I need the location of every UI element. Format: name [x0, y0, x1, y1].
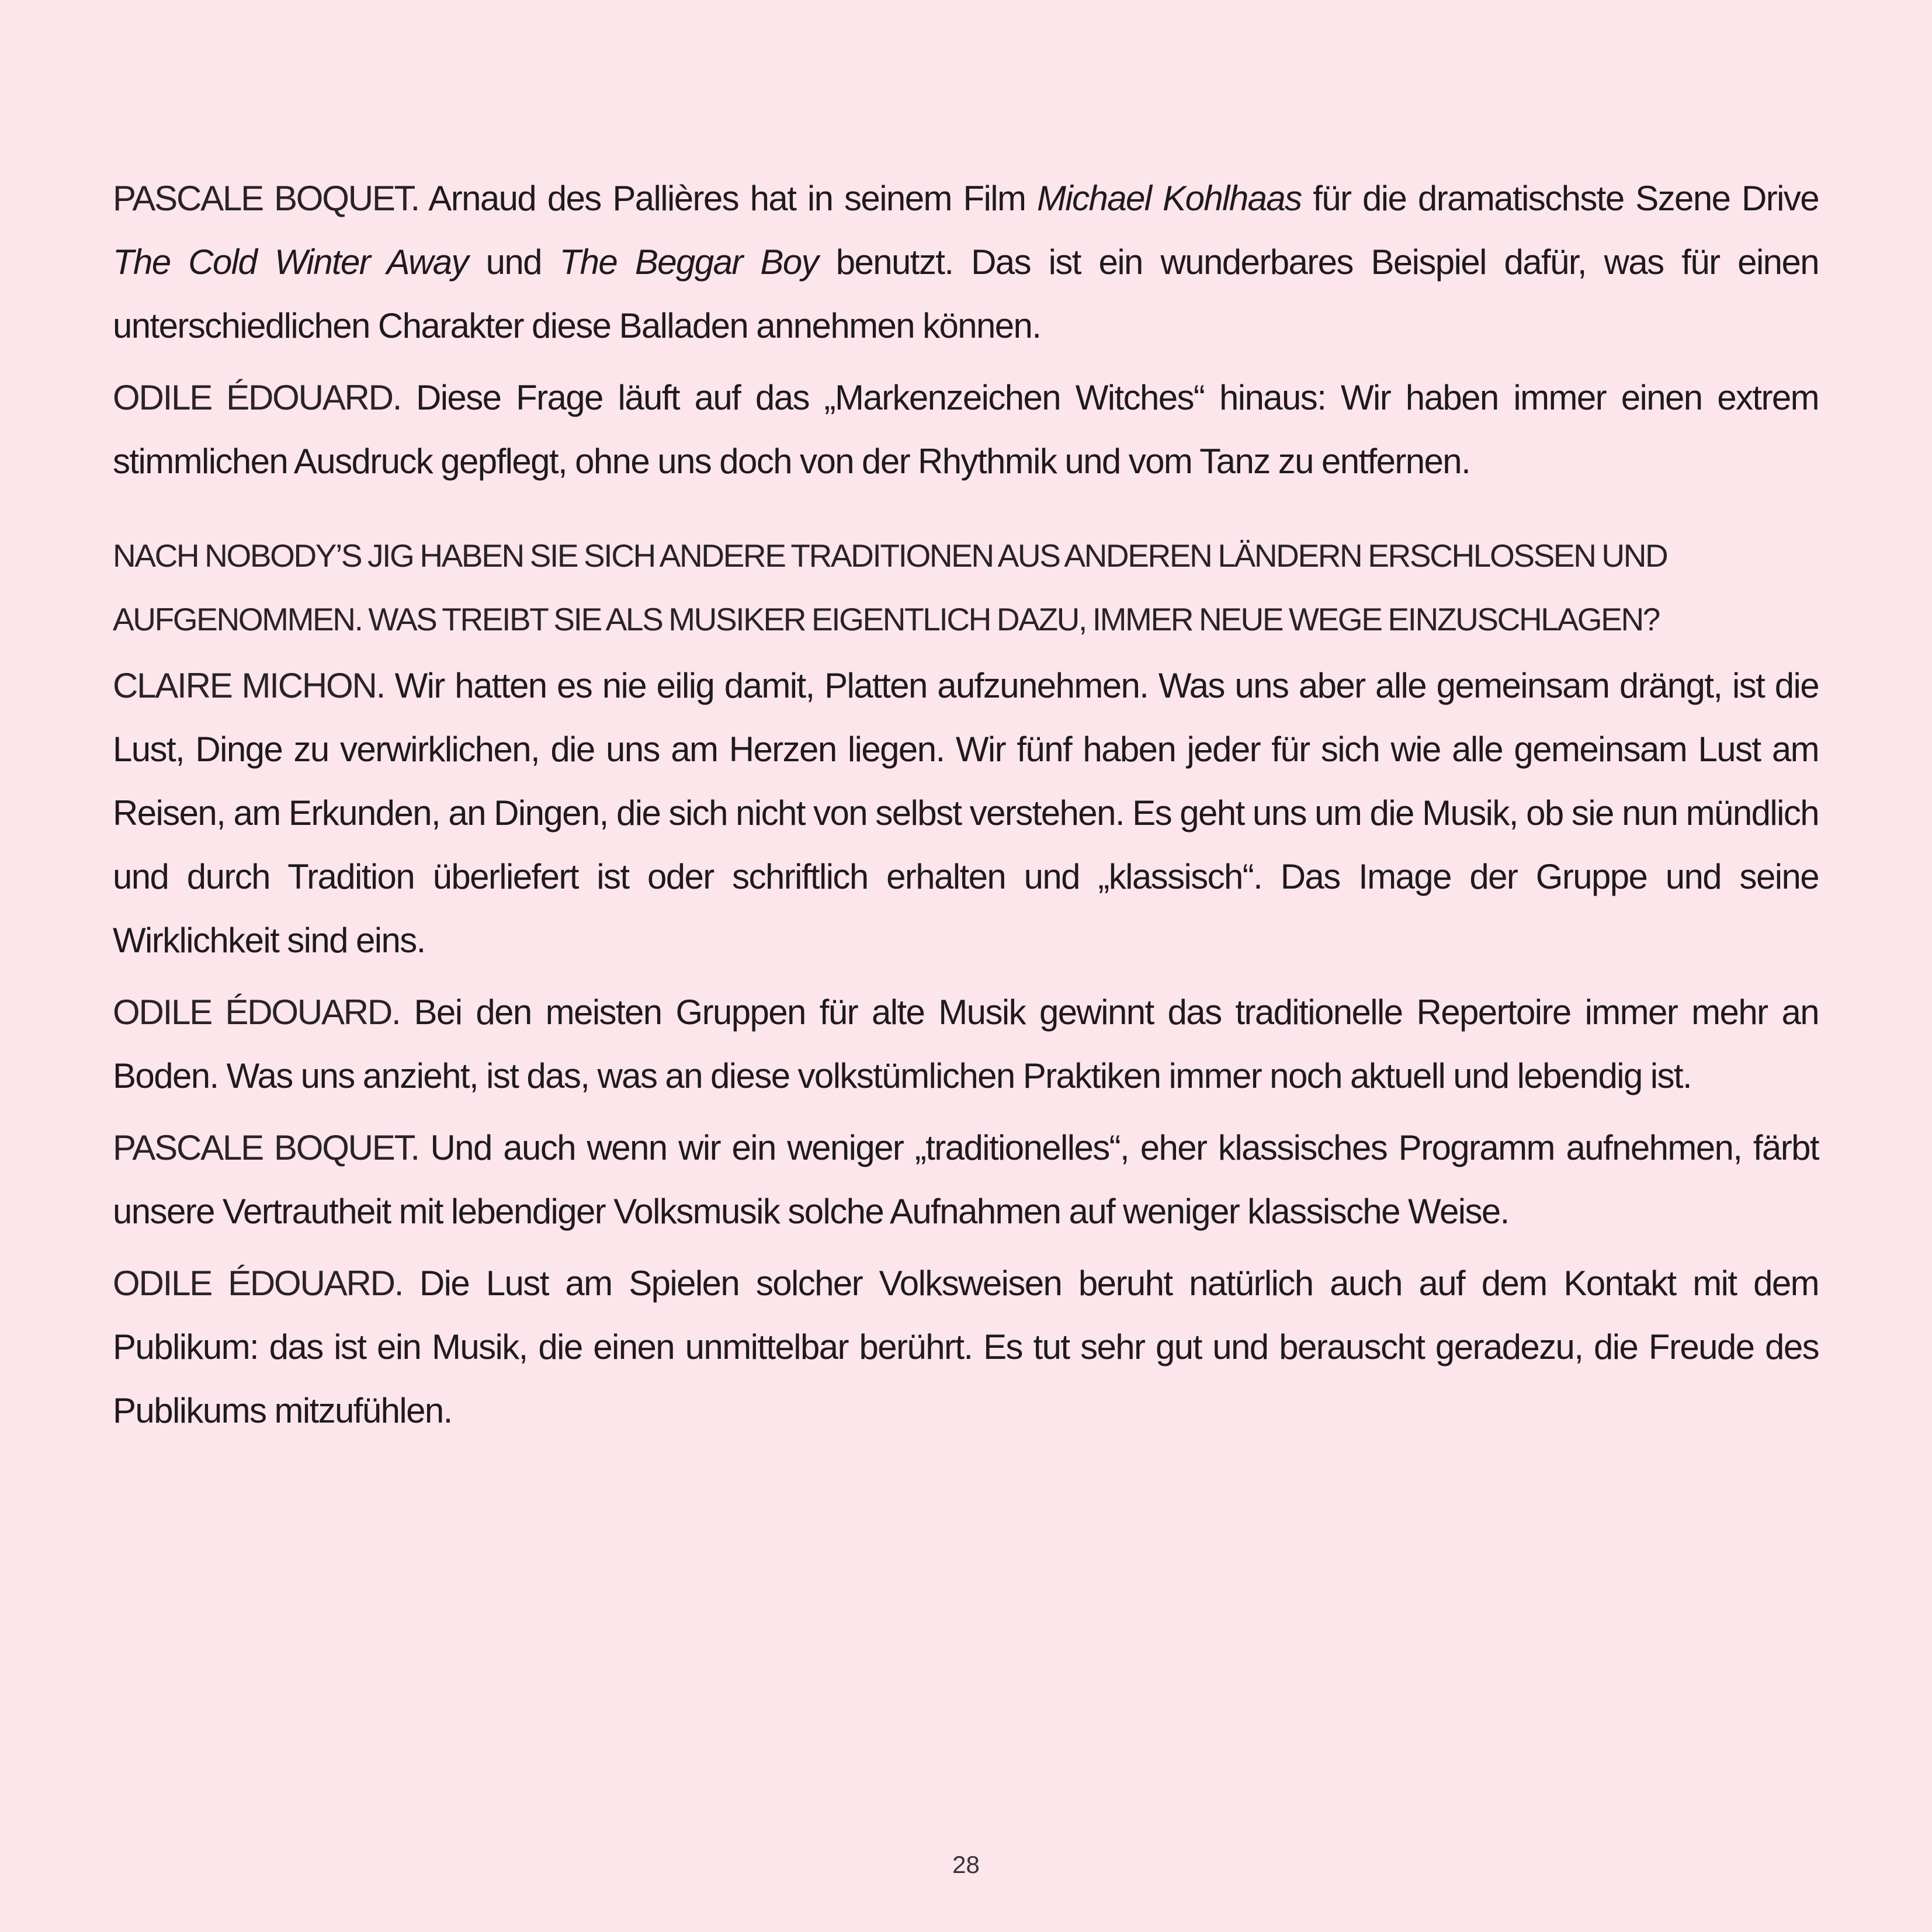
- text-segment: Bei den meisten Gruppen für alte Musik gewinnt das traditionelle Repertoire immer mehr an Boden. Was uns anzieht, ist das, was an diese volkstümlichen Praktiken immer noch aktuell und lebendig ist.: [113, 993, 1819, 1095]
- song-title: The Cold Winter Away: [113, 242, 468, 282]
- paragraph-michon-1: [113, 654, 1819, 972]
- song-title: The Beggar Boy: [559, 242, 818, 282]
- paragraph-boquet-1: [113, 167, 1819, 358]
- text-segment: Diese Frage läuft auf das „Markenzeichen Witches“ hinaus: Wir haben immer einen extrem stimmlichen Ausdruck gepflegt, ohne uns doch von der Rhythmik und vom Tanz zu entfernen.: [113, 378, 1819, 481]
- text-segment: für die dramatischste Szene Drive: [1301, 179, 1819, 218]
- text-segment: Die Lust am Spielen solcher Volksweisen beruht natürlich auch auf dem Kontakt mit dem Publikum: das ist ein Musik, die einen unmittelbar berührt. Es tut sehr gut und berauscht geradezu, die Freude des Publikums mitzufühlen.: [113, 1264, 1819, 1430]
- text-segment: Und auch wenn wir ein weniger „traditionelles“, eher klassisches Programm aufnehmen, färbt unsere Vertrautheit mit lebendiger Volksmusik solche Aufnahmen auf weniger klassische Weise.: [113, 1128, 1819, 1231]
- paragraph-boquet-2: [113, 1116, 1819, 1243]
- interview-question: NACH NOBODY’S JIG HABEN SIE SICH ANDERE TRADITIONEN AUS ANDEREN LÄNDERN ERSCHLOSSEN UND AUFGENOMMEN. WAS TREIBT SIE ALS MUSIKER EIGENTLICH DAZU, IMMER NEUE WEGE EINZUSCHLAGEN?: [113, 537, 1667, 637]
- page-number: 28: [952, 1851, 980, 1878]
- text-segment: benutzt. Das ist ein wunderbares Beispiel dafür, was für einen unterschiedlichen Charakter diese Balladen annehmen können.: [113, 242, 1819, 345]
- paragraph-edouard-2: [113, 980, 1819, 1108]
- text-segment: Wir hatten es nie eilig damit, Platten aufzunehmen. Was uns aber alle gemeinsam drängt, ist die Lust, Dinge zu verwirklichen, die uns am Herzen liegen. Wir fünf haben jeder für sich wie alle gemeinsam Lust am Reisen, am Erkunden, an Dingen, die sich nicht von selbst verstehen. Es geht uns um die Musik, ob sie nun mündlich und durch Tradition überliefert ist oder schriftlich erhalten und „klassisch“. Das Image der Gruppe und seine Wirklichkeit sind eins.: [113, 666, 1819, 960]
- speaker-name: PASCALE BOQUET.: [113, 179, 419, 218]
- speaker-name: ODILE ÉDOUARD.: [113, 1264, 403, 1303]
- speaker-name: CLAIRE MICHON.: [113, 666, 385, 705]
- interview-text: [113, 167, 1819, 1451]
- film-title: Michael Kohlhaas: [1036, 179, 1302, 218]
- speaker-name: PASCALE BOQUET.: [113, 1128, 419, 1167]
- paragraph-edouard-3: [113, 1251, 1819, 1442]
- speaker-name: ODILE ÉDOUARD.: [113, 993, 400, 1032]
- speaker-name: ODILE ÉDOUARD.: [113, 378, 401, 417]
- text-segment: und: [467, 242, 560, 282]
- paragraph-edouard-1: [113, 366, 1819, 493]
- text-segment: Arnaud des Pallières hat in seinem Film: [418, 179, 1037, 218]
